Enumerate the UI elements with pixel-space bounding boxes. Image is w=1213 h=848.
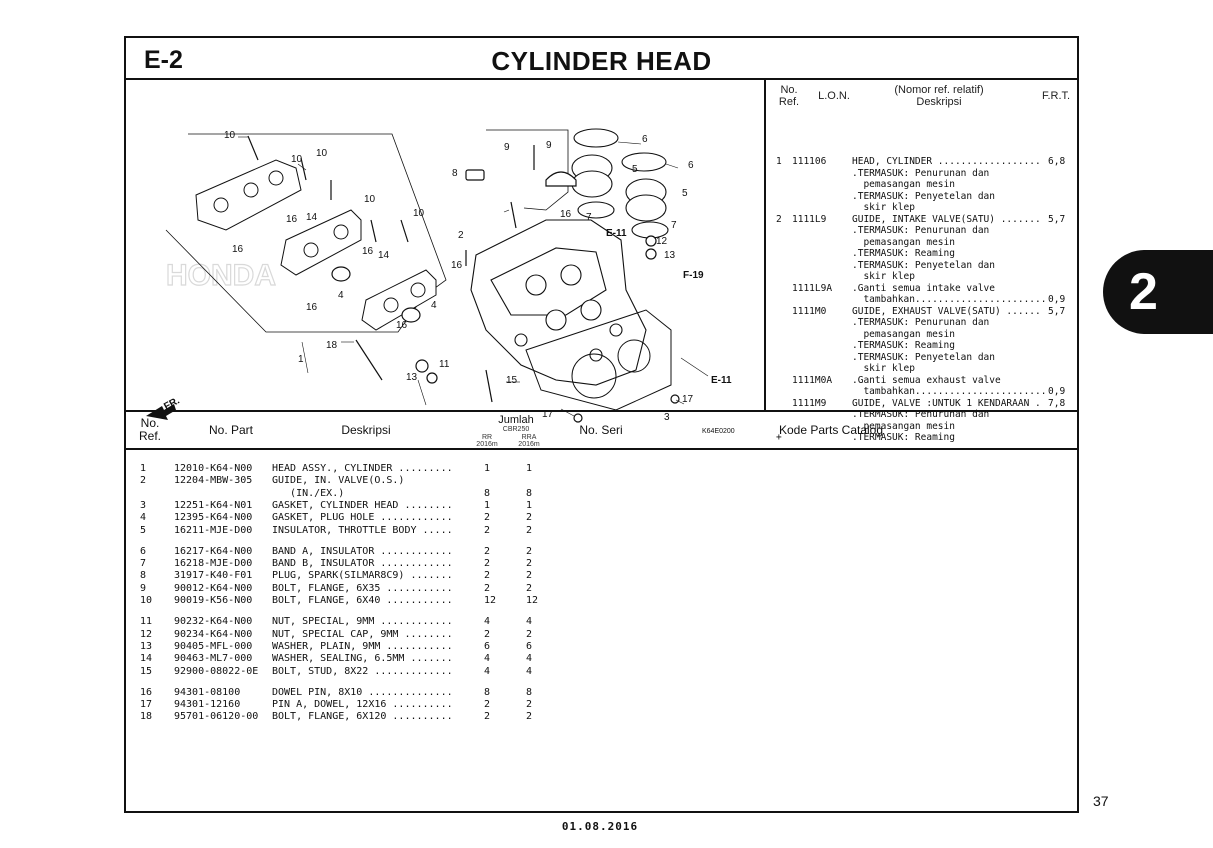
qty-rr: 2 [484, 711, 491, 723]
frt-row [768, 317, 1077, 329]
callout-number: 17 [542, 409, 554, 420]
part-description: GUIDE, IN. VALVE(O.S.) [272, 475, 405, 487]
callout-number: 7 [671, 220, 677, 231]
qty-rra: 2 [526, 524, 533, 536]
frt-desc: .Ganti semua intake valve [852, 282, 995, 294]
qty-rra: 8 [526, 487, 533, 499]
frt-row [768, 214, 1077, 226]
frt-desc: GUIDE, VALVE :UNTUK 1 KENDARAAN . [852, 397, 1041, 409]
part-row [126, 629, 1077, 642]
part-row [126, 475, 1077, 488]
part-row [126, 525, 1077, 538]
part-description: (IN./EX.) [272, 487, 345, 499]
frt-desc: .TERMASUK: Penurunan dan [852, 225, 990, 236]
part-ref: 17 [140, 699, 153, 711]
callout-number: 16 [232, 244, 244, 255]
bolt-group-outline [486, 130, 568, 210]
callout-number: 15 [506, 375, 518, 386]
part-number: 94301-08100 [174, 686, 241, 698]
part-description: PLUG, SPARK(SILMAR8C9) ....... [272, 570, 453, 582]
part-ref: 5 [140, 524, 147, 536]
callout-number: 16 [286, 214, 298, 225]
frt-row [768, 179, 1077, 191]
frt-desc: skir klep [852, 363, 915, 374]
frt-desc: .TERMASUK: Reaming [852, 432, 955, 443]
callout-number: 9 [546, 140, 552, 151]
part-number: 92900-08022-0E [174, 665, 259, 677]
frt-row [768, 329, 1077, 341]
part-number: 12010-K64-N00 [174, 463, 253, 474]
ref-f19: F-19 [683, 270, 704, 281]
part-row [126, 653, 1077, 666]
col-header-ref: No. Ref. [138, 416, 161, 443]
part-description: HEAD ASSY., CYLINDER ......... [272, 463, 453, 474]
frt-row [768, 398, 1077, 410]
qty-rr: 1 [484, 499, 491, 511]
qty-rra: 2 [526, 570, 533, 582]
part-description: BAND A, INSULATOR ............ [272, 545, 453, 557]
frt-desc: .TERMASUK: Penurunan dan [852, 409, 990, 420]
qty-rr: 8 [484, 487, 491, 499]
callout-number: 11 [439, 359, 450, 370]
frt-desc: .TERMASUK: Reaming [852, 248, 955, 259]
col-header-serial: No. Seri [579, 423, 623, 437]
title-bar [126, 38, 1077, 80]
qty-rra: 2 [526, 582, 533, 594]
part-ref: 2 [140, 475, 147, 487]
col-header-model: CBR250 [502, 426, 530, 433]
callout-number: 4 [431, 300, 437, 311]
frt-value: 7,8 [1048, 397, 1066, 409]
frt-desc: tambahkan....................... [852, 294, 1047, 305]
part-row [126, 512, 1077, 525]
qty-rra: 2 [526, 558, 533, 570]
chapter-number: 2 [1129, 263, 1158, 321]
callout-number: 16 [396, 320, 408, 331]
part-row [126, 488, 1077, 501]
frt-row [768, 340, 1077, 352]
part-ref: 7 [140, 558, 147, 570]
frt-desc: GUIDE, INTAKE VALVE(SATU) ....... [852, 213, 1041, 225]
frt-row [768, 363, 1077, 375]
part-ref: 1 [140, 463, 147, 474]
frt-row [768, 225, 1077, 237]
callout-number: 16 [362, 246, 374, 257]
part-ref: 11 [140, 616, 153, 628]
frt-desc: pemasangan mesin [852, 236, 955, 248]
frt-lon: 1111L9A [792, 282, 833, 294]
frt-lon: 1111L9 [792, 213, 827, 225]
frt-desc: .Ganti semua exhaust valve [852, 374, 1001, 386]
part-description: WASHER, SEALING, 6.5MM ....... [272, 653, 453, 665]
part-description: NUT, SPECIAL, 9MM ............ [272, 616, 453, 628]
frt-row [768, 237, 1077, 249]
frt-value: 5,7 [1048, 305, 1066, 317]
callout-number: 10 [224, 130, 236, 141]
frt-desc: HEAD, CYLINDER .................. [852, 156, 1041, 167]
part-number: 12204-MBW-305 [174, 475, 253, 487]
callout-number: 8 [452, 168, 458, 179]
frt-desc: tambahkan....................... [852, 386, 1047, 397]
col-header-rr: RR [481, 434, 493, 441]
part-number: 90405-MFL-000 [174, 640, 253, 652]
parts-table-header [126, 410, 1077, 450]
part-number: 90463-ML7-000 [174, 653, 253, 665]
part-row [126, 500, 1077, 513]
frt-desc: .TERMASUK: Penyetelan dan [852, 190, 995, 202]
page-number: 37 [1093, 793, 1109, 809]
frt-row [768, 260, 1077, 272]
callout-number: 17 [682, 394, 694, 405]
front-marker: FR. [162, 395, 182, 413]
part-row [126, 616, 1077, 629]
col-header-rra-year: 2016m [518, 441, 540, 448]
callout-number: 2 [458, 230, 464, 241]
qty-rra: 4 [526, 653, 533, 665]
col-header-catalog: Kode Parts Catalog [778, 423, 884, 437]
part-row [126, 711, 1077, 724]
qty-rra: 6 [526, 640, 533, 652]
callout-number: 13 [406, 372, 418, 383]
frt-lon: 1111M0A [792, 374, 833, 386]
frt-desc: GUIDE, EXHAUST VALVE(SATU) ...... [852, 305, 1041, 317]
part-ref: 6 [140, 545, 147, 557]
part-description: PIN A, DOWEL, 12X16 .......... [272, 699, 453, 711]
drawing-code: K64E0200 [702, 428, 735, 435]
qty-rra: 4 [526, 665, 533, 677]
part-ref: 15 [140, 665, 153, 677]
frt-lon: 1111M0 [792, 305, 827, 317]
part-row [126, 641, 1077, 654]
part-number: 90234-K64-N00 [174, 628, 253, 640]
part-row [126, 546, 1077, 559]
frt-row [768, 294, 1077, 306]
callout-number: 10 [364, 194, 376, 205]
part-description: BOLT, FLANGE, 6X35 ........... [272, 582, 453, 594]
part-ref: 8 [140, 570, 147, 582]
qty-rr: 12 [484, 595, 497, 606]
callout-number: 13 [664, 250, 676, 261]
frt-row [768, 248, 1077, 260]
part-description: WASHER, PLAIN, 9MM ........... [272, 640, 453, 652]
qty-rra: 4 [526, 616, 533, 628]
part-description: INSULATOR, THROTTLE BODY ..... [272, 524, 453, 536]
part-description: BOLT, FLANGE, 6X120 .......... [272, 711, 453, 723]
qty-rr: 6 [484, 640, 491, 652]
qty-rra: 1 [526, 463, 533, 474]
qty-rr: 4 [484, 665, 491, 677]
part-ref: 4 [140, 512, 147, 524]
frt-ref: 1 [776, 156, 782, 167]
callout-number: 16 [306, 302, 318, 313]
part-description: GASKET, PLUG HOLE ............ [272, 512, 453, 524]
part-number: 16218-MJE-D00 [174, 558, 253, 570]
qty-rra: 2 [526, 711, 533, 723]
frt-desc: .TERMASUK: Reaming [852, 340, 955, 351]
qty-rr: 1 [484, 463, 491, 474]
callout-number: 6 [688, 160, 694, 171]
part-row [126, 463, 1077, 476]
col-header-rr-year: 2016m [476, 441, 498, 448]
callout-number: 1 [298, 354, 304, 365]
frt-value: 6,8 [1048, 156, 1066, 167]
part-row [126, 570, 1077, 583]
section-code: E-2 [144, 46, 183, 74]
frt-header-desc: (Nomor ref. relatif) Deskripsi [894, 84, 984, 108]
honda-watermark: HONDA [166, 259, 276, 292]
col-header-rra: RRA [521, 434, 537, 441]
frt-row [768, 375, 1077, 387]
part-row [126, 666, 1077, 679]
callout-number: 7 [586, 212, 592, 223]
callout-number: 18 [326, 340, 338, 351]
qty-rr: 4 [484, 616, 491, 628]
ref-e11-top: E-11 [606, 228, 627, 239]
qty-rra: 8 [526, 686, 533, 698]
callout-number: 14 [306, 212, 318, 223]
frt-row [768, 386, 1077, 398]
frt-row [768, 202, 1077, 214]
frt-row [768, 352, 1077, 364]
qty-rra: 2 [526, 628, 533, 640]
qty-rr: 2 [484, 699, 491, 711]
part-description: BAND B, INSULATOR ............ [272, 558, 453, 570]
part-ref: 10 [140, 595, 153, 606]
part-description: GASKET, CYLINDER HEAD ........ [272, 499, 453, 511]
qty-rr: 2 [484, 582, 491, 594]
frt-row [768, 191, 1077, 203]
part-ref: 16 [140, 686, 153, 698]
frt-value: 0,9 [1048, 294, 1066, 305]
qty-rr: 2 [484, 545, 491, 557]
frt-value: 0,9 [1048, 386, 1066, 397]
part-row [126, 558, 1077, 571]
part-number: 90019-K56-N00 [174, 595, 253, 606]
callout-number: 6 [642, 134, 648, 145]
part-description: BOLT, STUD, 8X22 ............. [272, 665, 453, 677]
catalog-page-frame [124, 36, 1079, 813]
callout-number: 14 [378, 250, 390, 261]
part-row [126, 583, 1077, 596]
part-description: NUT, SPECIAL CAP, 9MM ........ [272, 628, 453, 640]
frt-desc: skir klep [852, 202, 915, 213]
part-number: 90232-K64-N00 [174, 616, 253, 628]
frt-lon: 1111M9 [792, 397, 827, 409]
ref-e11-right: E-11 [711, 375, 732, 386]
callout-number: 12 [656, 236, 668, 247]
frt-row [768, 156, 1077, 168]
qty-rra: 2 [526, 699, 533, 711]
part-number: 90012-K64-N00 [174, 582, 253, 594]
spark-plug-icon [466, 170, 484, 180]
qty-rra: 1 [526, 499, 533, 511]
part-number: 16217-K64-N00 [174, 545, 253, 557]
frt-desc: pemasangan mesin [852, 420, 955, 432]
page-title: CYLINDER HEAD [491, 46, 712, 76]
qty-rr: 2 [484, 558, 491, 570]
callout-number: 16 [560, 209, 572, 220]
frt-desc: .TERMASUK: Penurunan dan [852, 317, 990, 328]
frt-desc: .TERMASUK: Penurunan dan [852, 167, 990, 179]
part-row [126, 687, 1077, 700]
frt-header-frt: F.R.T. [1041, 90, 1071, 102]
cylinder-head-block [471, 220, 646, 385]
part-ref: 3 [140, 499, 147, 511]
qty-rr: 8 [484, 686, 491, 698]
part-description: DOWEL PIN, 8X10 .............. [272, 686, 453, 698]
qty-rr: 2 [484, 512, 491, 524]
callout-number: 9 [504, 142, 510, 153]
callout-number: 3 [664, 412, 670, 423]
part-description: BOLT, FLANGE, 6X40 ........... [272, 595, 453, 606]
frt-desc: pemasangan mesin [852, 328, 955, 340]
qty-rr: 2 [484, 628, 491, 640]
qty-rra: 12 [526, 595, 539, 606]
col-header-description: Deskripsi [341, 423, 391, 437]
callout-number: 5 [682, 188, 688, 199]
part-number: 31917-K40-F01 [174, 570, 253, 582]
callout-number: 16 [451, 260, 463, 271]
frt-ref: + [776, 432, 782, 443]
frt-row [768, 283, 1077, 295]
part-ref: 13 [140, 640, 153, 652]
callout-number: 10 [413, 208, 425, 219]
frt-ref: 2 [776, 213, 782, 225]
part-number: 16211-MJE-D00 [174, 524, 253, 536]
frt-header-no: No. Ref. [778, 84, 800, 108]
frt-desc: .TERMASUK: Penyetelan dan [852, 351, 995, 363]
part-number: 12251-K64-N01 [174, 499, 253, 511]
callout-number: 4 [338, 290, 344, 301]
qty-rr: 4 [484, 653, 491, 665]
frt-row [768, 306, 1077, 318]
print-date: 01.08.2016 [561, 820, 639, 833]
frt-lon: 111106 [792, 156, 827, 167]
frt-desc: skir klep [852, 271, 915, 282]
chapter-tab [1103, 250, 1213, 334]
qty-rr: 2 [484, 524, 491, 536]
frt-row [768, 271, 1077, 283]
frt-header-lon: L.O.N. [818, 90, 850, 102]
part-ref: 18 [140, 711, 153, 723]
col-header-qty: Jumlah [498, 414, 534, 426]
col-header-part-no: No. Part [208, 423, 253, 437]
frt-value: 5,7 [1048, 213, 1066, 225]
frt-row [768, 168, 1077, 180]
callout-number: 10 [316, 148, 328, 159]
qty-rr: 2 [484, 570, 491, 582]
part-ref: 12 [140, 628, 153, 640]
frt-desc: pemasangan mesin [852, 179, 955, 190]
callout-number: 10 [291, 154, 303, 165]
part-number: 95701-06120-00 [174, 711, 259, 723]
part-number: 94301-12160 [174, 699, 241, 711]
part-row [126, 699, 1077, 712]
part-number: 12395-K64-N00 [174, 512, 253, 524]
callout-number: 5 [632, 164, 638, 175]
part-row [126, 595, 1077, 608]
frt-desc: .TERMASUK: Penyetelan dan [852, 259, 995, 271]
part-ref: 9 [140, 582, 147, 594]
part-ref: 14 [140, 653, 153, 665]
qty-rra: 2 [526, 512, 533, 524]
qty-rra: 2 [526, 545, 533, 557]
